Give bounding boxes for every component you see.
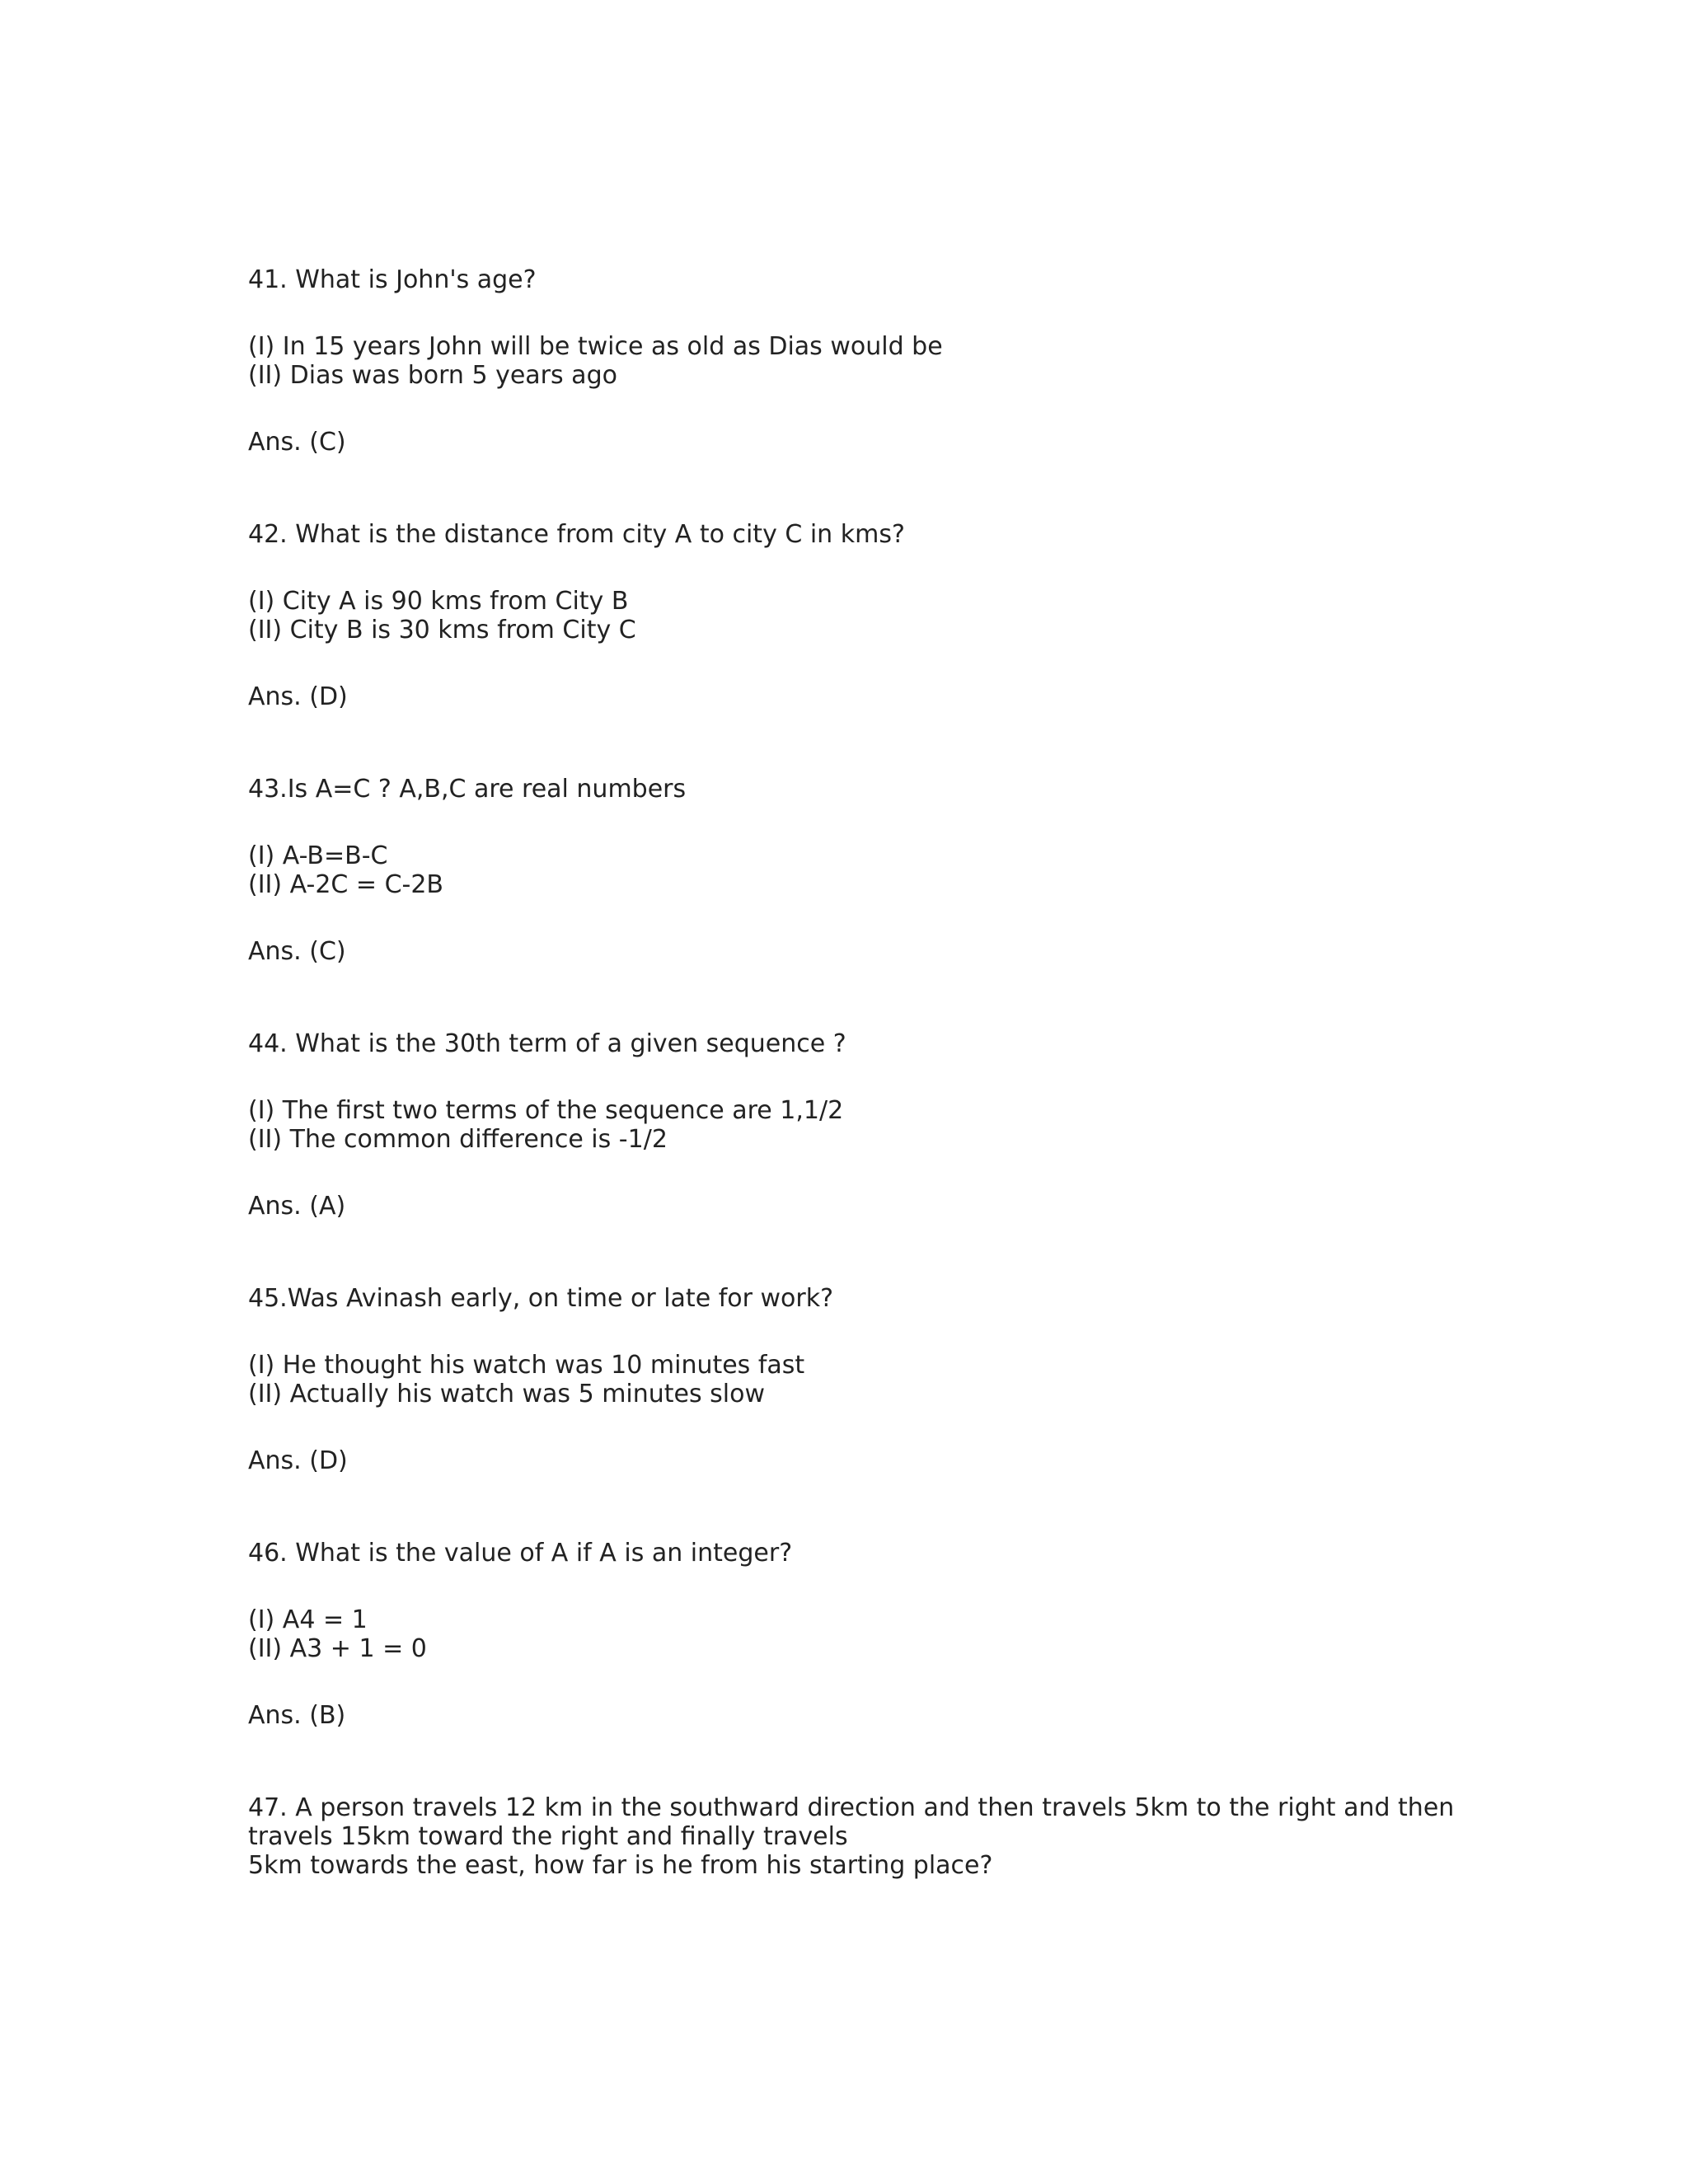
statements <box>248 587 636 644</box>
question-45 <box>248 1284 1451 1475</box>
answer: Ans. (C) <box>248 428 346 457</box>
question-41 <box>248 265 1451 457</box>
answer: Ans. (A) <box>248 1192 346 1221</box>
answer: Ans. (D) <box>248 1446 348 1475</box>
question-44 <box>248 1029 1451 1221</box>
statement-2: (II) A3 + 1 = 0 <box>248 1634 427 1663</box>
statement-1: (I) A-B=B-C <box>248 841 388 870</box>
answer: Ans. (B) <box>248 1701 346 1730</box>
statement-2: (II) A-2C = C-2B <box>248 870 444 899</box>
question-text: 46. What is the value of A if A is an integer? <box>248 1539 793 1568</box>
statement-2: (II) City B is 30 kms from City C <box>248 616 636 644</box>
question-text: 42. What is the distance from city A to city C in kms? <box>248 520 905 549</box>
question-text: 41. What is John's age? <box>248 265 537 294</box>
question-text: 44. What is the 30th term of a given sequence ? <box>248 1029 846 1058</box>
statement-1: (I) He thought his watch was 10 minutes fast <box>248 1351 805 1380</box>
question-43 <box>248 775 1451 966</box>
question-text: 43.Is A=C ? A,B,C are real numbers <box>248 775 687 804</box>
statement-2: (II) Dias was born 5 years ago <box>248 361 617 390</box>
answer: Ans. (C) <box>248 937 346 966</box>
statement-2: (II) The common difference is -1/2 <box>248 1125 668 1154</box>
statement-1: (I) In 15 years John will be twice as old as Dias would be <box>248 332 943 361</box>
question-text-line-2: travels 15km toward the right and finally travels <box>248 1822 848 1851</box>
statements <box>248 332 943 390</box>
statement-1: (I) A4 = 1 <box>248 1605 368 1634</box>
statements <box>248 1605 427 1663</box>
statement-1: (I) City A is 90 kms from City B <box>248 587 629 616</box>
statements <box>248 841 443 899</box>
question-47 <box>248 1793 1455 1880</box>
question-text: 45.Was Avinash early, on time or late for work? <box>248 1284 833 1313</box>
question-text-line-1: 47. A person travels 12 km in the southward direction and then travels 5km to the right and then <box>248 1793 1455 1822</box>
statement-2: (II) Actually his watch was 5 minutes slow <box>248 1380 766 1408</box>
statements <box>248 1096 843 1154</box>
statements <box>248 1351 804 1408</box>
question-42 <box>248 520 1451 711</box>
question-text-line-3: 5km towards the east, how far is he from his starting place? <box>248 1851 993 1880</box>
question-46 <box>248 1539 1451 1730</box>
statement-1: (I) The first two terms of the sequence are 1,1/2 <box>248 1096 844 1125</box>
answer: Ans. (D) <box>248 682 348 711</box>
